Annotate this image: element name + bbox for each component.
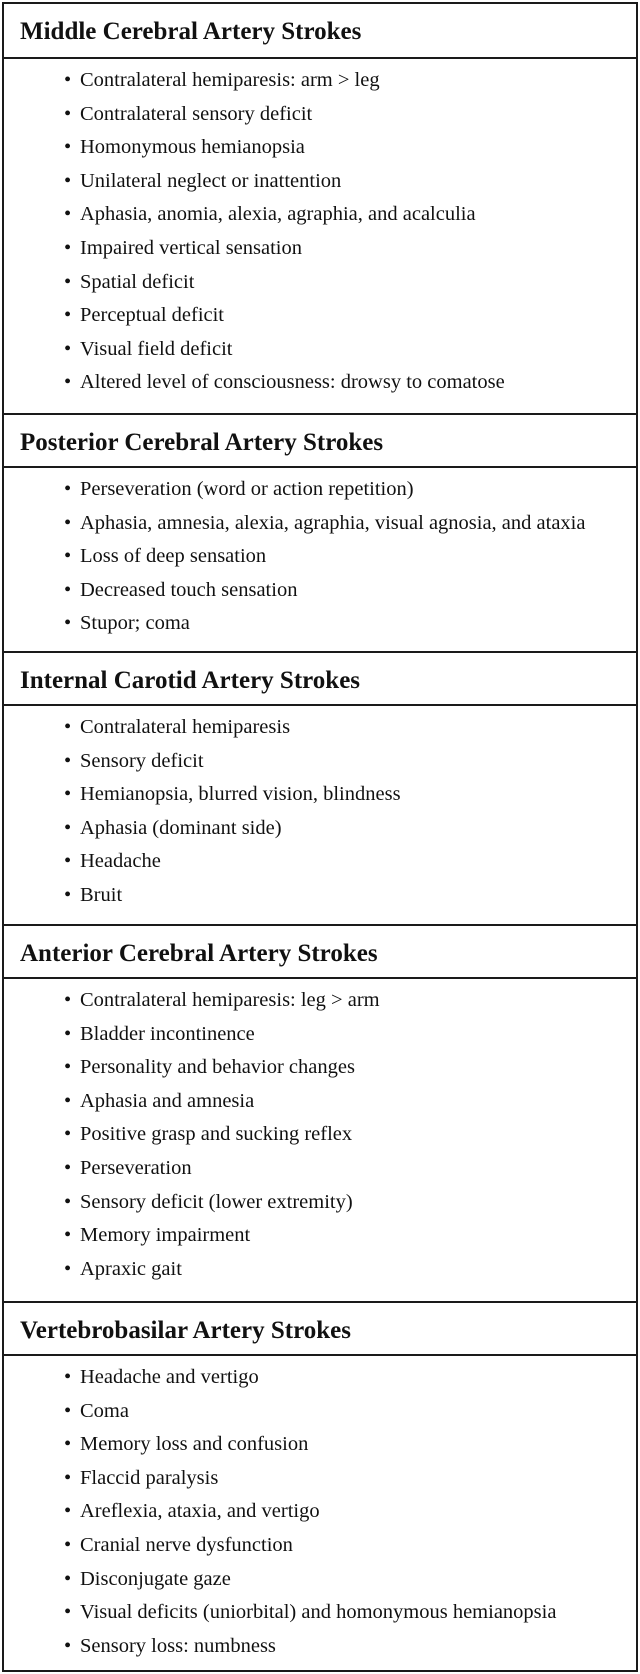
list-item [64,1018,636,1052]
list-item [64,1152,636,1186]
bullet-icon: • [64,511,72,534]
bullet-icon: • [64,545,72,568]
item-text: Perceptual deficit [80,304,225,327]
bullet-icon: • [64,69,72,91]
list-item [64,745,636,779]
bullet-icon: • [64,749,72,772]
bullet-icon: • [64,1601,72,1624]
bullet-icon: • [64,1089,72,1112]
bullet-icon: • [64,989,72,1011]
list-item [64,64,636,98]
symptom-list [4,979,636,1301]
list-item [64,1085,636,1119]
item-text: Altered level of consciousness: drowsy to comatose [80,371,505,394]
list-item [64,1361,636,1395]
list-item [64,1219,636,1253]
item-text: Aphasia, anomia, alexia, agraphia, and acalculia [80,203,476,226]
item-text: Aphasia (dominant side) [80,816,282,839]
list-item [64,1051,636,1085]
bullet-icon: • [64,1634,72,1657]
item-text: Memory impairment [80,1224,251,1247]
item-text: Personality and behavior changes [80,1056,355,1079]
list-item [64,299,636,333]
bullet-icon: • [64,1056,72,1079]
bullet-icon: • [64,578,72,601]
item-text: Sensory loss: numbness [80,1634,276,1657]
item-text: Homonymous hemianopsia [80,136,305,159]
item-text: Stupor; coma [80,612,190,635]
bullet-icon: • [64,203,72,226]
bullet-icon: • [64,850,72,873]
item-text: Unilateral neglect or inattention [80,169,342,192]
section-heading: Internal Carotid Artery Strokes [4,651,636,706]
symptom-list [4,1356,636,1668]
list-item [64,1495,636,1529]
item-text: Apraxic gait [80,1257,182,1280]
list-item [64,198,636,232]
list-item [64,984,636,1018]
bullet-icon: • [64,1123,72,1146]
list-item [64,1630,636,1664]
list-item [64,812,636,846]
item-text: Aphasia and amnesia [80,1089,255,1112]
bullet-icon: • [64,337,72,360]
item-text: Coma [80,1399,129,1422]
item-text: Memory loss and confusion [80,1433,309,1456]
item-text: Cranial nerve dysfunction [80,1533,293,1556]
bullet-icon: • [64,1399,72,1422]
item-text: Contralateral hemiparesis: leg > arm [80,989,380,1011]
symptom-list [4,59,636,413]
symptom-list [4,468,636,651]
symptom-list [4,706,636,924]
list-item [64,98,636,132]
bullet-icon: • [64,1466,72,1489]
list-item [64,540,636,574]
bullet-icon: • [64,236,72,259]
bullet-icon: • [64,371,72,394]
stroke-symptoms-table [2,2,638,1672]
bullet-icon: • [64,478,72,500]
bullet-icon: • [64,883,72,906]
bullet-icon: • [64,1567,72,1590]
bullet-icon: • [64,783,72,806]
bullet-icon: • [64,1224,72,1247]
bullet-icon: • [64,1257,72,1280]
bullet-icon: • [64,1500,72,1523]
bullet-icon: • [64,1190,72,1213]
section-heading: Vertebrobasilar Artery Strokes [4,1301,636,1356]
list-item [64,232,636,266]
item-text: Sensory deficit [80,749,204,772]
item-text: Perseveration [80,1156,192,1179]
list-item [64,1186,636,1220]
list-item [64,1563,636,1597]
item-text: Contralateral hemiparesis: arm > leg [80,69,380,91]
item-text: Loss of deep sensation [80,545,267,568]
item-text: Areflexia, ataxia, and vertigo [80,1500,320,1523]
section-heading: Posterior Cerebral Artery Strokes [4,413,636,468]
list-item [64,1118,636,1152]
list-item [64,165,636,199]
item-text: Impaired vertical sensation [80,236,302,259]
list-item [64,473,636,507]
bullet-icon: • [64,1533,72,1556]
item-text: Headache and vertigo [80,1366,259,1388]
list-item [64,845,636,879]
list-item [64,1395,636,1429]
bullet-icon: • [64,1433,72,1456]
item-text: Sensory deficit (lower extremity) [80,1190,353,1213]
section-posterior-cerebral [4,413,636,651]
section-heading: Anterior Cerebral Artery Strokes [4,924,636,979]
bullet-icon: • [64,1022,72,1045]
bullet-icon: • [64,304,72,327]
list-item [64,607,636,641]
section-heading: Middle Cerebral Artery Strokes [4,4,636,59]
list-item [64,131,636,165]
item-text: Contralateral hemiparesis [80,716,291,738]
list-item [64,1529,636,1563]
item-text: Aphasia, amnesia, alexia, agraphia, visual agnosia, and ataxia [80,511,586,534]
bullet-icon: • [64,612,72,635]
bullet-icon: • [64,1366,72,1388]
list-item [64,266,636,300]
item-text: Visual field deficit [80,337,233,360]
item-text: Bruit [80,883,123,906]
item-text: Hemianopsia, blurred vision, blindness [80,783,401,806]
list-item [64,711,636,745]
item-text: Spatial deficit [80,270,195,293]
item-text: Perseveration (word or action repetition) [80,478,414,500]
section-vertebrobasilar [4,1301,636,1668]
item-text: Headache [80,850,161,873]
item-text: Visual deficits (uniorbital) and homonymous hemianopsia [80,1601,557,1624]
item-text: Bladder incontinence [80,1022,255,1045]
bullet-icon: • [64,1156,72,1179]
list-item [64,333,636,367]
list-item [64,879,636,913]
list-item [64,778,636,812]
item-text: Disconjugate gaze [80,1567,231,1590]
bullet-icon: • [64,136,72,159]
section-anterior-cerebral [4,924,636,1301]
section-internal-carotid [4,651,636,924]
bullet-icon: • [64,716,72,738]
item-text: Flaccid paralysis [80,1466,219,1489]
item-text: Positive grasp and sucking reflex [80,1123,353,1146]
list-item [64,366,636,400]
list-item [64,574,636,608]
item-text: Contralateral sensory deficit [80,102,313,125]
list-item [64,1596,636,1630]
item-text: Decreased touch sensation [80,578,298,601]
list-item [64,507,636,541]
bullet-icon: • [64,169,72,192]
list-item [64,1428,636,1462]
section-middle-cerebral [4,4,636,413]
bullet-icon: • [64,816,72,839]
bullet-icon: • [64,270,72,293]
list-item [64,1253,636,1287]
list-item [64,1462,636,1496]
bullet-icon: • [64,102,72,125]
